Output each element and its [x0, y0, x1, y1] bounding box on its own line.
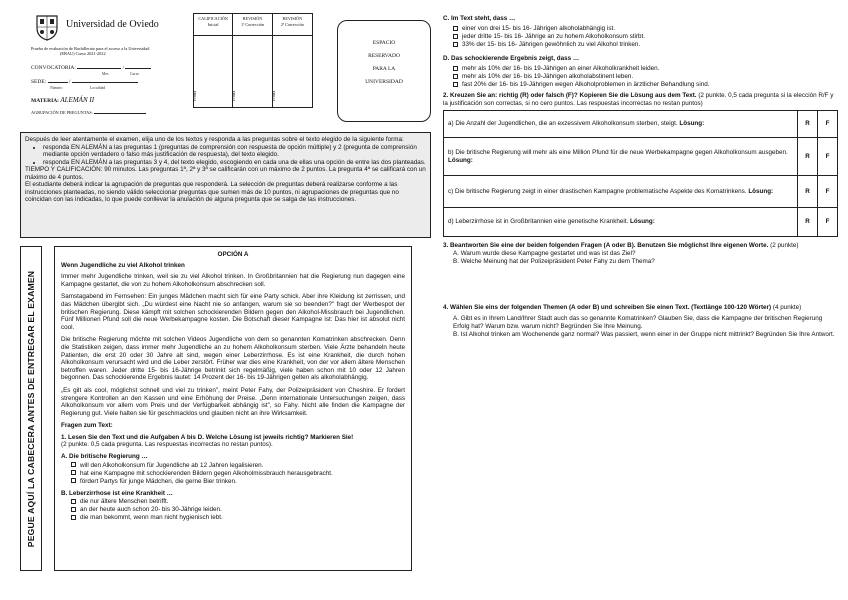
checkbox[interactable] [71, 507, 76, 512]
choice-option[interactable]: die man bekommt, wenn man nicht hygienisch lebt. [61, 514, 405, 522]
answer-option: A. Gibt es in Ihrem Land/Ihrer Stadt auch das so genannte Komatrinken? Glauben Sie, dass die Kampagne der britischen Regierung Erfolg hat? Warum bzw. warum nicht? Begründen Sie Ihre Meinung. [453, 315, 823, 330]
r-option[interactable]: R [798, 138, 818, 176]
table-row [444, 111, 838, 138]
header-paste-strip: PEGUE AQUÍ LA CABECERA ANTES DE ENTREGAR EL EXAMEN [20, 246, 42, 571]
grading-column: CALIFICACIÓN Inicial Firma [194, 14, 233, 107]
choice-option[interactable]: mehr als 10% der 16- bis 19-Jährigen alkoholabstinent leben. [443, 73, 838, 81]
materia-value: ALEMÁN II [60, 96, 95, 104]
fragen-title: Fragen zum Text: [61, 422, 113, 430]
question-c: C. Im Text steht, dass … [443, 15, 516, 22]
university-reserved-box: ESPACIO RESERVADO PARA LA UNIVERSIDAD [337, 20, 431, 122]
table-row [444, 138, 838, 176]
checkbox[interactable] [71, 470, 76, 475]
checkbox[interactable] [453, 82, 458, 87]
question-a: A. Die britische Regierung … [61, 453, 148, 461]
statement-cell: a) Die Anzahl der Jugendlichen, die an exzessivem Alkoholkonsum sterben, steigt. Lösung: [444, 111, 798, 138]
question-1: 1. Lesen Sie den Text und die Aufgaben A bis D. Welche Lösung ist jeweils richtig? Markieren Sie! [61, 433, 354, 441]
choice-option[interactable]: will den Alkoholkonsum für Jugendliche ab 12 Jahren legalisieren. [61, 462, 405, 470]
table-row [444, 176, 838, 208]
agrupacion-label: AGRUPACIÓN DE PREGUNTAS: [31, 110, 146, 116]
grading-column: REVISIÓN 2ª Corrección Firma [273, 14, 312, 107]
localidad-label: Localidad [90, 86, 106, 90]
statement-cell: b) Die britische Regierung will mehr als eine Million Pfund für die neue Werbekampagne gegen Alkoholkonsum ausgeben. Lösung: [444, 138, 798, 176]
answer-option: B. Ist Alkohol trinken am Wochenende ganz normal? Was passiert, wenn einer in der Gruppe nicht mittrinkt? Begründen Sie Ihre Antwort. [453, 331, 835, 338]
instruction-item: • responda EN ALEMÁN a las preguntas 3 y 4, del texto elegido, escogiendo en cada una de ellas una opción de entre las dos planteadas. [43, 159, 426, 167]
curso-label: Curso [130, 72, 140, 76]
choice-option[interactable]: an der heute auch schon 20- bis 30-Jährige leiden. [61, 506, 405, 514]
choice-option[interactable]: jeder dritte 15- bis 16- Jährige an zu hohem Alkoholkonsum stirbt. [443, 33, 838, 41]
checkbox[interactable] [453, 74, 458, 79]
checkbox[interactable] [453, 66, 458, 71]
checkbox[interactable] [71, 462, 76, 467]
instruction-item: • responda EN ALEMÁN a las preguntas 1 (preguntas de comprensión con respuesta de opción múltiple) y 2 (pregunta de comprensión mediante opción verdadero o falso más justificación de respuesta), del texto elegido. [43, 144, 426, 159]
choice-option[interactable]: die nur ältere Menschen betrifft. [61, 498, 405, 506]
sede-label: SEDE: / [31, 79, 138, 85]
option-title: OPCIÓN A [217, 251, 249, 258]
answer-option: A. Warum wurde diese Kampagne gestartet und was ist das Ziel? [453, 250, 636, 257]
option-a-text [54, 246, 412, 571]
instructions-box: Después de leer atentamente el examen, elija uno de los textos y responda a las preguntas sobre el texto elegido de la siguiente forma: • responda EN ALEMÁN a las preguntas 1 (preguntas de comprensión con respuesta de opción múltiple) y 2 (pregunta de comprensión mediante opción verdadero o falso más justificación de respuesta), del texto elegido. • responda EN ALEMÁN a las preguntas 3 y 4, del texto elegido, escogiendo en cada una de ellas una opción de entre las dos planteadas. TIEMPO Y CALIFICACIÓN: 90 minutos. Las preguntas 1ª, 2ª y 3ª se calificarán con un máximo de 2 puntos. La pregunta 4ª se calificará con un máximo de 4 puntos. El estudiante deberá indicar la agrupación de preguntas que responderá. La selección de preguntas deberá realizarse conforme a las instrucciones planteadas, no siendo válido seleccionar preguntas que sumen más de 10 puntos, ni agrupaciones de preguntas que no coincidan con las indicadas, lo que puede conllevar la anulación de alguna pregunta que se salga de las instrucciones. [20, 132, 431, 238]
paragraph: Immer mehr Jugendliche trinken, weil sie zu viel Alkohol trinken. In Großbritannien hat die Regierung nun dagegen eine Kampagne gestartet, die von zu hohem Alkoholkonsum abschrecken soll. [61, 273, 405, 288]
exam-name-line1: Prueba de evaluación de Bachillerato para el acceso a la Universidad [31, 46, 150, 51]
mes-label: Mes [102, 72, 109, 76]
statement-cell: d) Leberzirrhose ist in Großbritannien eine genetische Krankheit. Lösung: [444, 208, 798, 237]
university-name: Universidad de Oviedo [66, 19, 159, 30]
choice-option[interactable]: mehr als 10% der 16- bis 19-Jährigen an einer Alkoholkrankheit leiden. [443, 65, 838, 73]
checkbox[interactable] [453, 26, 458, 31]
paragraph: „Es gilt als cool, möglichst schnell und viel zu trinken", meint Peter Fahy, der Polizeipräsident von Cheshire. Er fordert strengere Kontrollen an den Kassen und eine Erhöhung der Preise. „Denn internationale Untersuchungen zeigen, dass Alkoholkonsum vor allem vom Preis und der Verfügbarkeit abhängig ist", so Fahy. Nicht alle finden die Kampagne der Regierung gut. Viele halten sie für geschmacklos und glauben nicht an ihre Wirksamkeit. [61, 386, 405, 417]
choice-option[interactable]: einer von drei 15- bis 16- Jährigen alkoholabhängig ist. [443, 25, 838, 33]
choice-option[interactable]: fördert Partys für junge Mädchen, die gerne Bier trinken. [61, 478, 405, 486]
firma-label: Firma [231, 90, 237, 101]
r-option[interactable]: R [798, 208, 818, 237]
question-3: 3. Beantworten Sie eine der beiden folgenden Fragen (A oder B). Benutzen Sie möglichst Ihre eigenen Worte. (2 punkte) [443, 242, 799, 249]
grading-table [193, 13, 313, 108]
question-4: 4. Wählen Sie eins der folgenden Themen (A oder B) und schreiben Sie einen Text. (Textlänge 100-120 Wörter) (4 punkte) [443, 304, 802, 311]
true-false-table [443, 110, 838, 237]
f-option[interactable]: F [818, 176, 838, 208]
question-d: D. Das schockierende Ergebnis zeigt, dass … [443, 55, 580, 62]
checkbox[interactable] [453, 34, 458, 39]
university-crest-icon [32, 12, 62, 42]
answer-option: B. Welche Meinung hat der Polizeipräsident Peter Fahy zu dem Thema? [453, 258, 655, 265]
checkbox[interactable] [71, 499, 76, 504]
choice-option[interactable]: fast 20% der 16- bis 19-Jährigen wegen Alkoholproblemen in ärztlicher Behandlung sind. [443, 81, 838, 89]
question-b: B. Leberzirrhose ist eine Krankheit … [61, 489, 173, 497]
convocatoria-label: CONVOCATORIA: / [31, 65, 151, 71]
question-2: 2. Kreuzen Sie an: richtig (R) oder falsch (F)? Kopieren Sie die Lösung aus dem Text. (2 punkte. 0,5 cada pregunta si la elección R/F y la justificación son correctas, si no cero puntos. Las respuestas incorrectas no restan puntos) [443, 92, 834, 107]
numero-label: Número [50, 86, 63, 90]
checkbox[interactable] [71, 515, 76, 520]
exam-name-line2: (EBAU) Curso 2021-2022 [60, 51, 106, 56]
f-option[interactable]: F [818, 138, 838, 176]
statement-cell: c) Die britische Regierung zeigt in einer drastischen Kampagne problematische Aspekte des Komatrinkens. Lösung: [444, 176, 798, 208]
choice-option[interactable]: hat eine Kampagne mit schockierenden Bildern gegen Alkoholmissbrauch herausgebracht. [61, 470, 405, 478]
r-option[interactable]: R [798, 111, 818, 138]
f-option[interactable]: F [818, 208, 838, 237]
paragraph: Die britische Regierung möchte mit solchen Videos Jugendliche von dem so genannten Komatrinken abschrecken. Denn die Statistiken zeigen, dass immer mehr Jugendliche an zu hohem Alkoholkonsum sterben. Viele Ärzte behandeln heute Patienten, die erst 20 oder 30 Jahre alt sind, wegen einer Leberzirrhose. Es ist eine Krankheit, die durch hohen Alkoholkonsum verursacht wird und die Leber zerstört. Früher war dies eine Krankheit, von der vor allem ältere Menschen betroffen waren. Jeder dritte 15- bis 16-Jährige betrinkt sich regelmäßig, viele haben schon mit 10 oder 12 Jahren begonnen. Das schockierende Ergebnis lautet: 14 Prozent der 16- bis 19-Jährigen gelten als alkoholabhängig. [61, 336, 405, 382]
checkbox[interactable] [453, 42, 458, 47]
firma-label: Firma [192, 90, 197, 101]
question-1-note: (2 punkte. 0,5 cada pregunta. Las respuestas incorrectas no restan puntos). [61, 441, 273, 449]
paragraph: Samstagabend im Fernsehen: Ein junges Mädchen macht sich für eine Party schick. Aber ihre Kleidung ist zerrissen, und das Mädchen übergibt sich. „Du würdest eine Nacht nie so anfangen, warum sie so beenden?" fragt der Werbespot der britischen Regierung. Diese kämpft mit solchen schockierenden Bildern gegen den Alkohol-Missbrauch bei Jugendlichen. Fünf Millionen Pfund soll die neue Werbekampagne kosten. Die Botschaft dieser Kampagne ist: Das hier ist absolut nicht cool. [61, 293, 405, 331]
table-row [444, 208, 838, 237]
grading-column: REVISIÓN 1ª Corrección Firma [233, 14, 272, 107]
f-option[interactable]: F [818, 111, 838, 138]
materia-label: MATERIA: ALEMÁN II [31, 96, 95, 104]
checkbox[interactable] [71, 478, 76, 483]
choice-option[interactable]: 33% der 15- bis 16- Jährigen gewöhnlich zu viel Alkohol trinken. [443, 41, 838, 49]
firma-label: Firma [270, 90, 276, 101]
r-option[interactable]: R [798, 176, 818, 208]
right-column [443, 15, 838, 339]
text-headline: Wenn Jugendliche zu viel Alkohol trinken [61, 261, 185, 269]
